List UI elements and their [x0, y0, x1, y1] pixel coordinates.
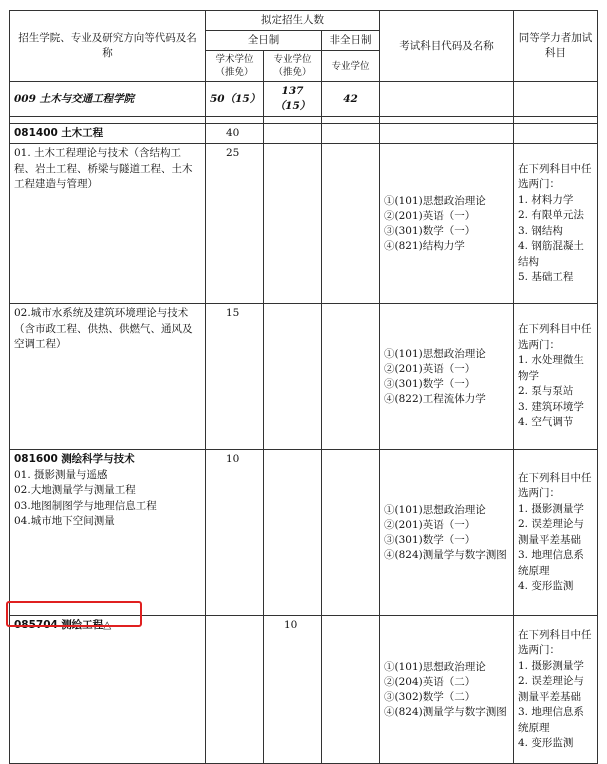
exam-subjects: ①(101)思想政治理论 ②(204)英语（二） ③(302)数学（二） ④(824)测量学与数字测图	[380, 616, 514, 764]
direction-text: 02.大地测量学与测量工程	[14, 484, 136, 496]
header-equiv: 同等学力者加试科目	[514, 11, 598, 82]
exam-subjects: ①(101)思想政治理论 ②(201)英语（一） ③(301)数学（一） ④(824)测量学与数字测图	[380, 450, 514, 616]
exam-subjects: ①(101)思想政治理论 ②(201)英语（一） ③(301)数学（一） ④(821)结构力学	[380, 144, 514, 304]
direction-count: 15	[206, 304, 264, 450]
header-row-1	[10, 11, 598, 31]
major-name: 土木工程	[61, 127, 104, 139]
equiv-subjects: 在下列科目中任选两门： 1. 材料力学 2. 有限单元法 3. 钢结构 4. 钢筋混凝土结构 5. 基础工程	[514, 144, 598, 304]
header-part-professional: 专业学位	[322, 51, 380, 82]
direction-text: 01. 土木工程理论与技术（含结构工程、岩土工程、桥梁与隧道工程、土木工程建造与管理）	[10, 144, 206, 304]
major-code: 081400	[14, 127, 58, 139]
direction-text: 02.城市水系统及建筑环境理论与技术（含市政工程、供热、供燃气、通风及空调工程）	[10, 304, 206, 450]
highlight-box	[6, 601, 142, 627]
header-part-time: 非全日制	[322, 31, 380, 51]
major-count: 10	[264, 616, 322, 764]
major-code: 085704	[14, 619, 58, 631]
equiv-subjects: 在下列科目中任选两门： 1. 水处理微生物学 2. 泵与泵站 3. 建筑环境学 4. 空气调节	[514, 304, 598, 450]
college-part-time: 42	[322, 82, 380, 117]
major-count: 10	[206, 450, 264, 616]
direction-text: 01. 摄影测量与遥感	[14, 468, 108, 481]
major-count: 40	[206, 124, 264, 144]
major-name: 测绘科学与技术	[61, 453, 135, 465]
major-row-081600	[10, 450, 598, 616]
header-professional: 专业学位（推免）	[264, 51, 322, 82]
major-row-081400	[10, 124, 598, 144]
major-name: 测绘工程△	[61, 619, 112, 631]
header-plan-total: 拟定招生人数	[206, 11, 380, 31]
direction-row-02	[10, 304, 598, 450]
header-major: 招生学院、专业及研究方向等代码及名称	[10, 11, 206, 82]
header-exam: 考试科目代码及名称	[380, 11, 514, 82]
college-professional: 137（15）	[264, 82, 322, 117]
admission-table	[9, 10, 598, 764]
direction-count: 25	[206, 144, 264, 304]
college-row	[10, 82, 598, 117]
equiv-subjects: 在下列科目中任选两门： 1. 摄影测量学 2. 误差理论与测量平差基础 3. 地理信息系统原理 4. 变形监测	[514, 450, 598, 616]
college-name: 009 土木与交通工程学院	[10, 82, 206, 117]
header-academic: 学术学位（推免）	[206, 51, 264, 82]
direction-row-01	[10, 144, 598, 304]
direction-text: 04.城市地下空间测量	[14, 515, 115, 527]
header-full-time: 全日制	[206, 31, 322, 51]
equiv-subjects: 在下列科目中任选两门： 1. 摄影测量学 2. 误差理论与测量平差基础 3. 地理信息系统原理 4. 变形监测	[514, 616, 598, 764]
exam-subjects: ①(101)思想政治理论 ②(201)英语（一） ③(301)数学（一） ④(822)工程流体力学	[380, 304, 514, 450]
direction-text: 03.地图制图学与地理信息工程	[14, 499, 157, 512]
major-code: 081600	[14, 453, 58, 465]
college-academic: 50（15）	[206, 82, 264, 117]
admission-table-page	[9, 10, 597, 764]
major-row-085704	[10, 616, 598, 764]
